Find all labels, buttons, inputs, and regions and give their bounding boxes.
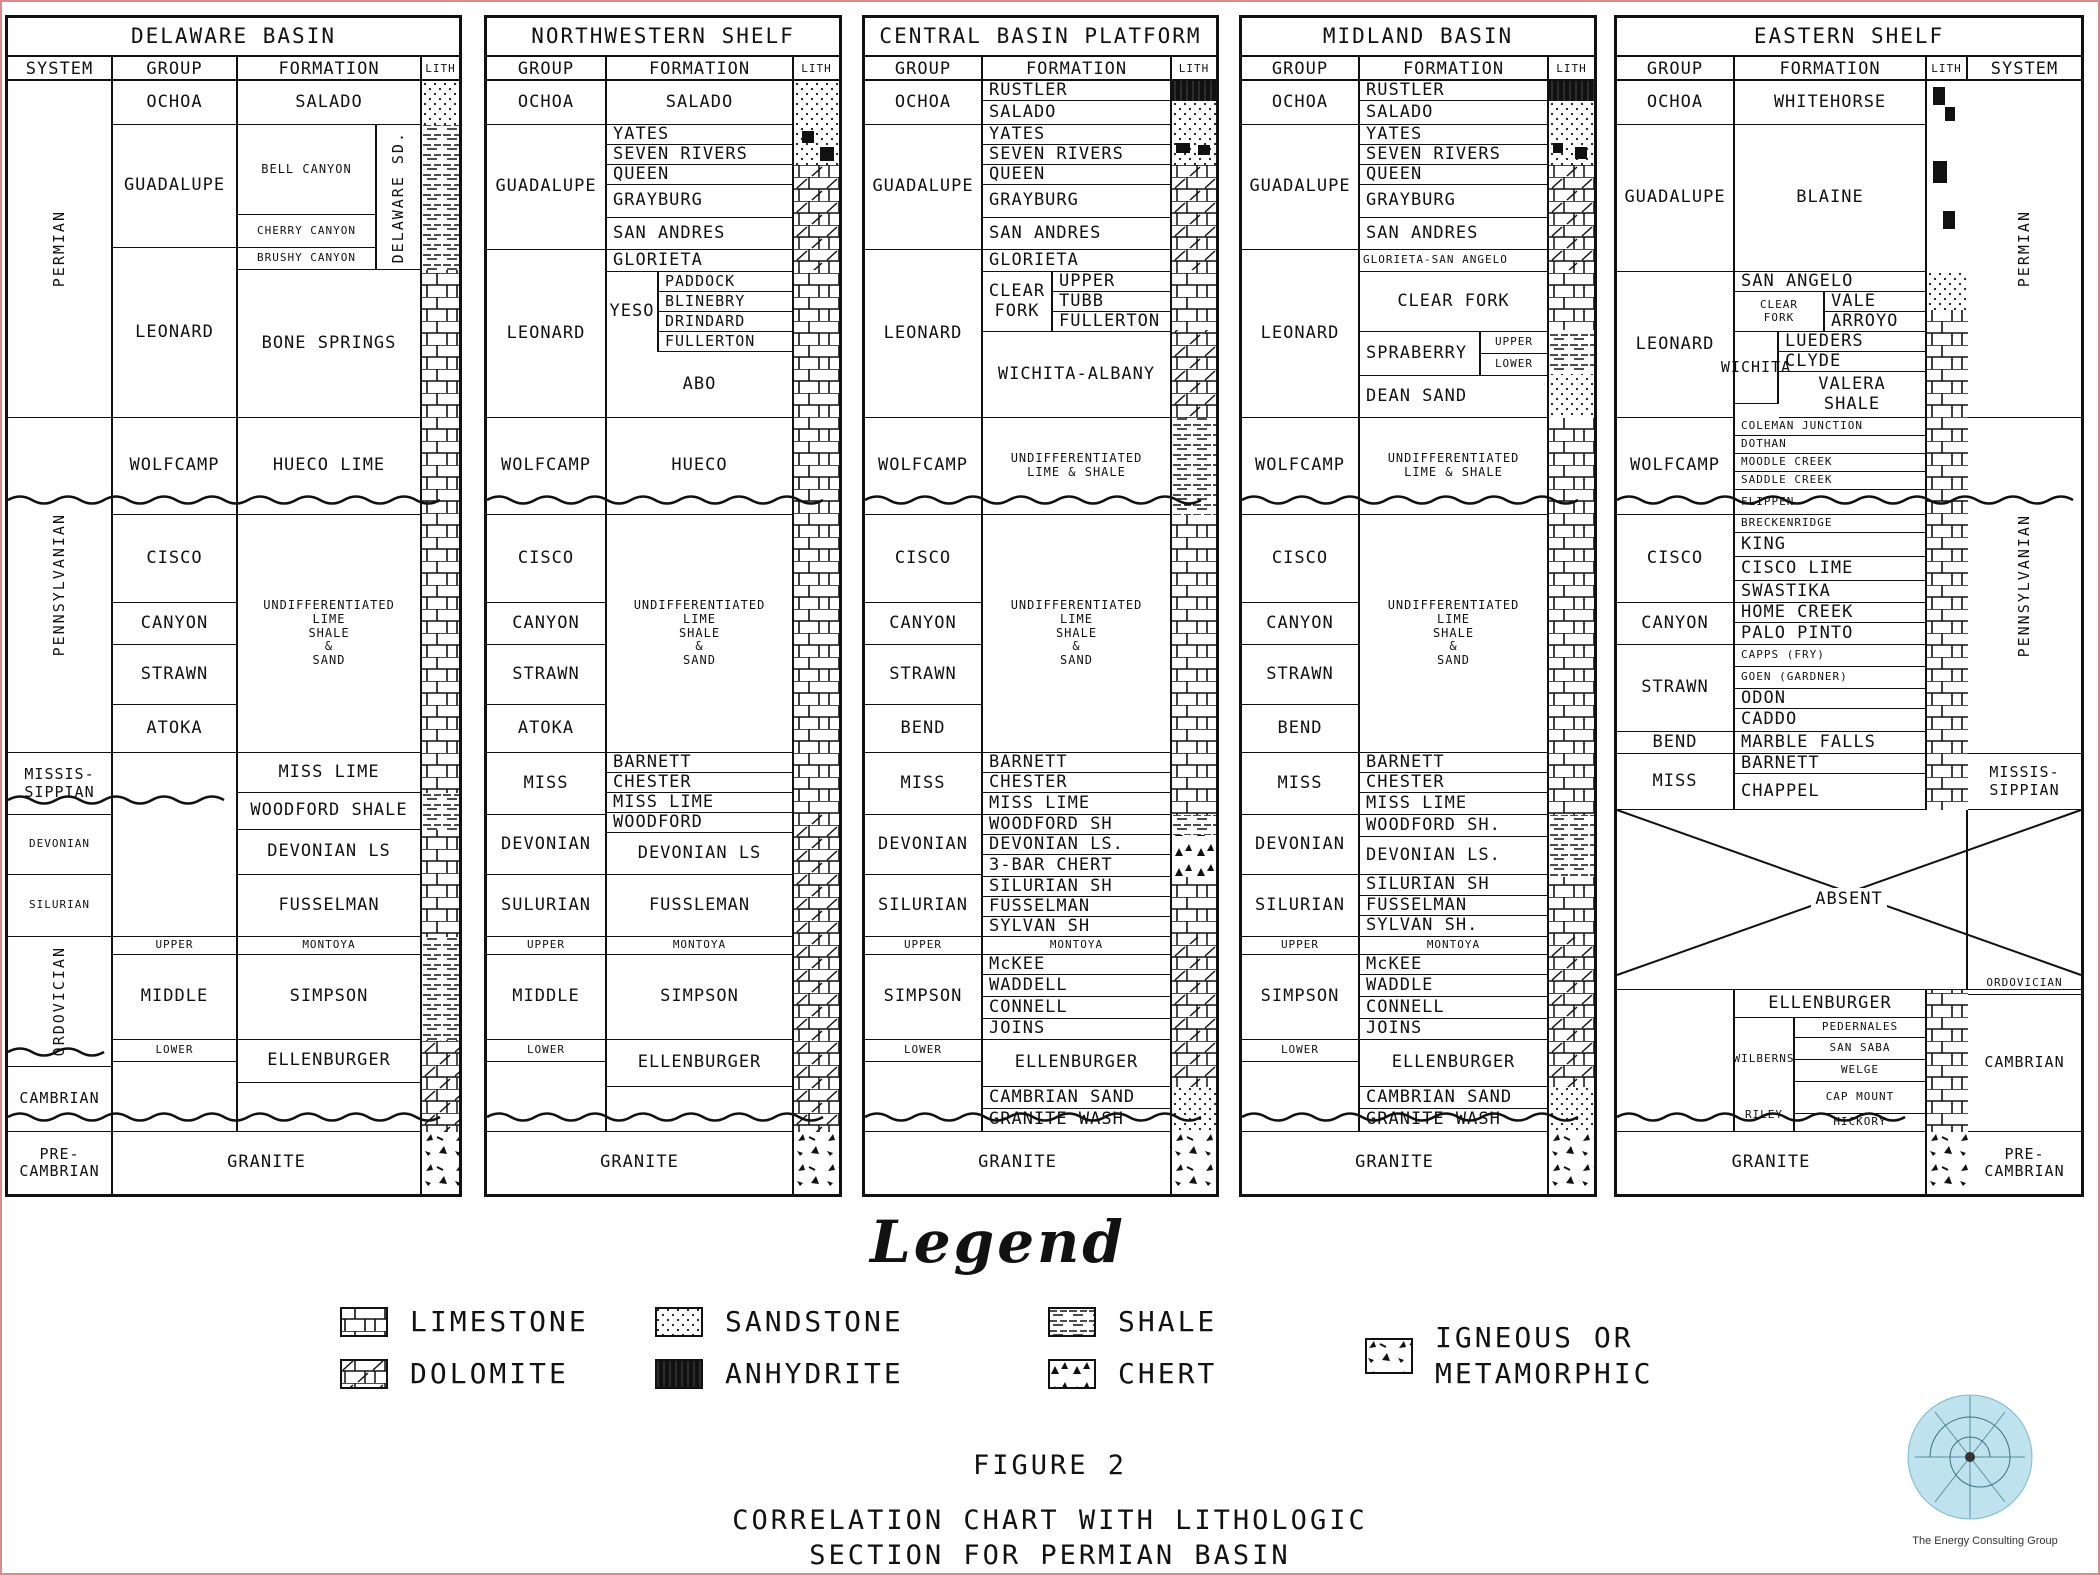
system-label: PERMIAN (2014, 210, 2033, 288)
formation-cell: DEVONIAN LS. (983, 835, 1172, 855)
system-precambrian: PRE- CAMBRIAN (1984, 1144, 2065, 1180)
group-cell: CANYON (1242, 603, 1360, 645)
group-cell: STRAWN (113, 645, 238, 705)
formation-cell: SALADO (1360, 101, 1549, 125)
legend-anhydrite (655, 1357, 904, 1390)
formation-cell: QUEEN (607, 165, 794, 185)
formation-cell: SALADO (238, 81, 422, 125)
legend-label: DOLOMITE (410, 1357, 569, 1390)
formation-cell: RUSTLER (1360, 81, 1549, 101)
formation-cell: DRINDARD (659, 312, 794, 332)
logo-text: The Energy Consulting Group (1912, 1535, 2058, 1547)
formation-cell: MISS LIME (983, 793, 1172, 815)
group-cell: CANYON (865, 603, 983, 645)
dolomite-swatch-icon (340, 1359, 388, 1389)
header-lith: LITH (422, 57, 459, 81)
group-cell: CANYON (113, 603, 238, 645)
group-cell: SIMPSON (1242, 955, 1360, 1040)
group-cell: MISS (487, 753, 607, 815)
formation-cell: DEVONIAN LS (238, 830, 422, 875)
header-system: SYSTEM (1968, 57, 2081, 81)
formation-cell: FLIPPEN (1735, 490, 1927, 515)
header-formation: FORMATION (1735, 57, 1927, 81)
formation-cell: WOODFORD (607, 813, 794, 833)
group-cell: SULURIAN (487, 875, 607, 937)
formation-cell: GRANITE (1617, 1132, 1927, 1194)
group-cell: MISS (1617, 754, 1735, 810)
group-cell: CANYON (1617, 603, 1735, 645)
legend-label: LIMESTONE (410, 1305, 589, 1338)
group-cell: ATOKA (113, 705, 238, 753)
legend-igneous (1365, 1320, 1653, 1393)
formation-cell: SPRABERRY (1360, 332, 1481, 376)
sandstone-swatch-icon (655, 1307, 703, 1337)
formation-cell: PEDERNALES (1795, 1018, 1927, 1038)
header-formation: FORMATION (238, 57, 422, 81)
formation-cell: ELLENBURGER (238, 1040, 422, 1083)
group-cell: LOWER (487, 1040, 607, 1062)
group-cell: CISCO (865, 515, 983, 603)
legend (0, 1200, 2100, 1575)
formation-cell: YATES (983, 125, 1172, 145)
energy-consulting-logo-icon (1905, 1382, 2035, 1532)
formation-cell: SYLVAN SH (983, 917, 1172, 937)
formation-cell: GRANITE WASH (983, 1109, 1172, 1132)
formation-cell: CHESTER (1360, 773, 1549, 793)
group-cell: GUADALUPE (1617, 125, 1735, 272)
formation-cell: UNDIFFERENTIATED LIME SHALE & SAND (238, 515, 422, 753)
legend-label: CHERT (1118, 1357, 1218, 1390)
group-cell: WICHITA (1735, 332, 1779, 404)
formation-cell: MISS LIME (238, 753, 422, 793)
formation-cell: FUSSELMAN (1360, 896, 1549, 916)
formation-cell: BARNETT (1735, 754, 1927, 774)
formation-cell: PALO PINTO (1735, 623, 1927, 645)
group-cell: WOLFCAMP (487, 418, 607, 515)
group-cell: CISCO (113, 515, 238, 603)
formation-cell: WOODFORD SH. (1360, 815, 1549, 837)
formation-cell: CAMBRIAN SAND (983, 1087, 1172, 1109)
formation-cell: WADDELL (983, 975, 1172, 997)
formation-cell: ELLENBURGER (607, 1040, 794, 1087)
group-cell: CISCO (487, 515, 607, 603)
formation-cell: SILURIAN SH (983, 877, 1172, 897)
system-mississippian: MISSIS- SIPPIAN (1968, 754, 2081, 810)
formation-label: DELAWARE SD. (388, 130, 407, 264)
group-cell: LOWER (865, 1040, 983, 1062)
formation-cell: QUEEN (1360, 165, 1549, 185)
figure-number: FIGURE 2 (972, 1450, 1128, 1481)
header-lith: LITH (1549, 57, 1594, 81)
group-cell: LEONARD (113, 248, 238, 418)
group-cell: GUADALUPE (487, 125, 607, 250)
formation-cell: SEVEN RIVERS (607, 145, 794, 165)
header-formation: FORMATION (1360, 57, 1549, 81)
header-group: GROUP (487, 57, 607, 81)
formation-cell: BARNETT (1360, 753, 1549, 773)
legend-chert (1048, 1357, 1217, 1390)
formation-cell: McKEE (1360, 955, 1549, 975)
group-cell: LOWER (113, 1040, 238, 1062)
formation-cell: ELLENBURGER (1735, 990, 1927, 1018)
legend-label: SHALE (1118, 1305, 1218, 1338)
formation-cell: KING (1735, 533, 1927, 557)
formation-cell: VALERA SHALE (1779, 372, 1927, 418)
legend-dolomite (340, 1357, 569, 1390)
formation-cell: GRAYBURG (1360, 185, 1549, 218)
formation-cell: WOODFORD SHALE (238, 793, 422, 830)
group-cell: WOLFCAMP (1242, 418, 1360, 515)
basin-title: EASTERN SHELF (1617, 18, 2081, 57)
group-cell: STRAWN (487, 645, 607, 705)
formation-cell: CAPPS (FRY) (1735, 645, 1927, 667)
chert-swatch-icon (1048, 1359, 1096, 1389)
formation-cell: SEVEN RIVERS (1360, 145, 1549, 165)
formation-cell: UPPER (1053, 272, 1172, 292)
system-label: PENNSYLVANIAN (49, 513, 68, 657)
formation-cell: VALE (1825, 292, 1927, 312)
formation-cell: YESO (607, 272, 659, 352)
group-cell: STRAWN (1242, 645, 1360, 705)
formation-cell: SILURIAN SH (1360, 875, 1549, 896)
formation-cell: ARROYO (1825, 312, 1927, 332)
formation-cell: FUSSELMAN (983, 897, 1172, 917)
formation-cell: UPPER (1481, 332, 1549, 354)
formation-cell: CHAPPEL (1735, 774, 1927, 810)
formation-cell: GRANITE (487, 1132, 794, 1194)
group-cell: DEVONIAN (487, 815, 607, 875)
formation-cell: McKEE (983, 955, 1172, 975)
group-cell: OCHOA (1617, 81, 1735, 125)
formation-cell: FUSSELMAN (238, 875, 422, 937)
group-cell: GUADALUPE (1242, 125, 1360, 250)
group-cell: MISS (865, 753, 983, 815)
formation-cell: LOWER (1481, 354, 1549, 376)
formation-cell: BRUSHY CANYON (238, 248, 377, 270)
group-cell: OCHOA (1242, 81, 1360, 125)
basin-title: NORTHWESTERN SHELF (487, 18, 839, 57)
group-cell: UPPER (487, 937, 607, 955)
group-cell: GUADALUPE (865, 125, 983, 250)
legend-shale (1048, 1305, 1217, 1338)
formation-cell: YATES (1360, 125, 1549, 145)
header-lith: LITH (1927, 57, 1968, 81)
group-cell: LEONARD (865, 250, 983, 418)
group-cell: DEVONIAN (1242, 815, 1360, 875)
formation-cell: HOME CREEK (1735, 603, 1927, 623)
legend-limestone (340, 1305, 589, 1338)
system-ordovician: ORDOVICIAN (1968, 973, 2081, 995)
formation-cell: BARNETT (983, 753, 1172, 773)
formation-cell: BARNETT (607, 753, 794, 773)
formation-cell: BELL CANYON (238, 125, 377, 215)
formation-cell: PADDOCK (659, 272, 794, 292)
group-cell: SILURIAN (1242, 875, 1360, 937)
legend-label: IGNEOUS OR METAMORPHIC (1435, 1321, 1654, 1391)
formation-cell: CLEAR FORK (1735, 292, 1825, 332)
formation-cell: SYLVAN SH. (1360, 916, 1549, 937)
group-cell: CISCO (1242, 515, 1360, 603)
group-cell: UPPER (113, 937, 238, 955)
formation-cell: SALADO (607, 81, 794, 125)
formation-cell: FULLERTON (1053, 312, 1172, 332)
formation-cell: BLAINE (1735, 125, 1927, 272)
header-group: GROUP (1242, 57, 1360, 81)
group-cell: CANYON (487, 603, 607, 645)
group-cell: ATOKA (487, 705, 607, 753)
formation-cell: SAN ANDRES (607, 218, 794, 250)
group-cell: LEONARD (1242, 250, 1360, 418)
formation-cell: CONNELL (1360, 997, 1549, 1019)
group-cell: LEONARD (1617, 272, 1735, 418)
limestone-swatch-icon (340, 1307, 388, 1337)
formation-cell: SADDLE CREEK (1735, 472, 1927, 490)
formation-cell: CHESTER (983, 773, 1172, 793)
basin-title: DELAWARE BASIN (8, 18, 459, 57)
header-lith: LITH (1172, 57, 1216, 81)
formation-cell: UNDIFFERENTIATED LIME SHALE & SAND (983, 515, 1172, 753)
igneous-swatch-icon (1365, 1338, 1413, 1374)
formation-cell: 3-BAR CHERT (983, 855, 1172, 877)
formation-cell: SIMPSON (238, 955, 422, 1040)
formation-cell: BLINEBRY (659, 292, 794, 312)
system-cambrian: CAMBRIAN (1968, 995, 2081, 1132)
formation-cell: BONE SPRINGS (238, 270, 422, 418)
group-cell: CISCO (1617, 515, 1735, 603)
formation-cell: HICKORY (1795, 1114, 1927, 1132)
system-precambrian: PRE- CAMBRIAN (8, 1132, 113, 1194)
basin-title: MIDLAND BASIN (1242, 18, 1594, 57)
formation-cell: DEAN SAND (1360, 376, 1549, 418)
formation-cell: GLORIETA (983, 250, 1172, 272)
formation-cell: SAN ANGELO (1735, 272, 1927, 292)
formation-cell: CISCO LIME (1735, 557, 1927, 581)
formation-cell: CONNELL (983, 997, 1172, 1019)
formation-cell: MISS LIME (1360, 793, 1549, 815)
formation-cell: BRECKENRIDGE (1735, 515, 1927, 533)
formation-cell: UNDIFFERENTIATED LIME & SHALE (1360, 418, 1549, 515)
group-cell: STRAWN (865, 645, 983, 705)
system-mississippian: MISSIS- SIPPIAN (8, 753, 113, 815)
formation-cell: SAN ANDRES (983, 218, 1172, 250)
formation-cell: SAN ANDRES (1360, 218, 1549, 250)
formation-cell: GOEN (GARDNER) (1735, 667, 1927, 689)
formation-cell: MONTOYA (1360, 937, 1549, 955)
formation-cell: RUSTLER (983, 81, 1172, 101)
legend-label: ANHYDRITE (725, 1357, 904, 1390)
group-cell: WOLFCAMP (1617, 418, 1735, 515)
group-cell: LOWER (1242, 1040, 1360, 1062)
formation-cell: YATES (607, 125, 794, 145)
formation-cell: COLEMAN JUNCTION (1735, 418, 1927, 436)
formation-cell: MONTOYA (607, 937, 794, 955)
group-cell: BEND (1617, 732, 1735, 754)
header-group: GROUP (1617, 57, 1735, 81)
formation-cell: TUBB (1053, 292, 1172, 312)
group-cell: WOLFCAMP (865, 418, 983, 515)
formation-cell: GRAYBURG (607, 185, 794, 218)
formation-cell: MOODLE CREEK (1735, 454, 1927, 472)
group-cell: MIDDLE (487, 955, 607, 1040)
header-lith: LITH (794, 57, 839, 81)
formation-cell: CLEAR FORK (1360, 272, 1549, 332)
formation-cell: SAN SABA (1795, 1038, 1927, 1060)
legend-sandstone (655, 1305, 904, 1338)
anhydrite-swatch-icon (655, 1359, 703, 1389)
formation-cell: MONTOYA (983, 937, 1172, 955)
formation-cell: DOTHAN (1735, 436, 1927, 454)
absent-label: ABSENT (1811, 888, 1886, 912)
formation-cell: SALADO (983, 101, 1172, 125)
formation-cell: CLEAR FORK (983, 272, 1053, 332)
formation-cell: CAP MOUNT (1795, 1082, 1927, 1114)
formation-cell: UNDIFFERENTIATED LIME SHALE & SAND (607, 515, 794, 753)
caption-line-1: CORRELATION CHART WITH LITHOLOGIC (732, 1505, 1368, 1536)
system-cambrian: CAMBRIAN (8, 1067, 113, 1132)
formation-cell: ELLENBURGER (983, 1040, 1172, 1087)
formation-cell: SEVEN RIVERS (983, 145, 1172, 165)
formation-cell: GLORIETA (607, 250, 794, 272)
formation-cell: CHESTER (607, 773, 794, 793)
formation-cell: GRANITE (865, 1132, 1172, 1194)
group-cell: BEND (865, 705, 983, 753)
header-formation: FORMATION (983, 57, 1172, 81)
formation-cell: MISS LIME (607, 793, 794, 813)
formation-cell: JOINS (1360, 1019, 1549, 1040)
formation-cell: CADDO (1735, 709, 1927, 732)
group-cell: WOLFCAMP (113, 418, 238, 515)
formation-cell: CLYDE (1779, 352, 1927, 372)
formation-cell: MONTOYA (238, 937, 422, 955)
formation-cell: WELGE (1795, 1060, 1927, 1082)
group-cell: UPPER (1242, 937, 1360, 955)
formation-cell: CAMBRIAN SAND (1360, 1087, 1549, 1109)
group-cell: GUADALUPE (113, 125, 238, 248)
group-cell: UPPER (865, 937, 983, 955)
group-cell: BEND (1242, 705, 1360, 753)
formation-cell: WADDLE (1360, 975, 1549, 997)
system-label: PERMIAN (49, 210, 68, 288)
group-cell: MIDDLE (113, 955, 238, 1040)
formation-cell: WICHITA-ALBANY (983, 332, 1172, 418)
formation-cell: MARBLE FALLS (1735, 732, 1927, 754)
group-cell: OCHOA (487, 81, 607, 125)
group-cell: SIMPSON (865, 955, 983, 1040)
header-group: GROUP (113, 57, 238, 81)
formation-cell: GRAYBURG (983, 185, 1172, 218)
system-devonian: DEVONIAN (8, 815, 113, 875)
formation-cell: GRANITE (113, 1132, 422, 1194)
legend-title: Legend (870, 1208, 1126, 1276)
group-cell: DEVONIAN (865, 815, 983, 875)
formation-cell: WHITEHORSE (1735, 81, 1927, 125)
formation-cell: LUEDERS (1779, 332, 1927, 352)
group-cell: RILEY (1735, 1100, 1795, 1132)
formation-cell: FUSSLEMAN (607, 875, 794, 937)
header-system: SYSTEM (8, 57, 113, 81)
group-cell: MISS (1242, 753, 1360, 815)
group-cell: STRAWN (1617, 645, 1735, 732)
formation-cell: FULLERTON (659, 332, 794, 352)
formation-cell: UNDIFFERENTIATED LIME SHALE & SAND (1360, 515, 1549, 753)
group-cell: WILBERNS (1735, 1018, 1795, 1100)
basin-title: CENTRAL BASIN PLATFORM (865, 18, 1216, 57)
formation-cell: JOINS (983, 1019, 1172, 1040)
group-cell: SILURIAN (865, 875, 983, 937)
system-silurian: SILURIAN (8, 875, 113, 937)
formation-cell: GRANITE (1242, 1132, 1549, 1194)
system-label: PENNSYLVANIAN (2014, 513, 2033, 658)
legend-label: SANDSTONE (725, 1305, 904, 1338)
formation-cell: DEVONIAN LS (607, 833, 794, 875)
caption-line-2: SECTION FOR PERMIAN BASIN (809, 1540, 1291, 1571)
formation-cell: SWASTIKA (1735, 581, 1927, 603)
formation-cell: DEVONIAN LS. (1360, 837, 1549, 875)
formation-cell: GRANITE WASH (1360, 1109, 1549, 1132)
group-cell: OCHOA (113, 81, 238, 125)
formation-cell: ELLENBURGER (1360, 1040, 1549, 1087)
formation-cell: GLORIETA-SAN ANGELO (1360, 250, 1549, 272)
group-cell: OCHOA (865, 81, 983, 125)
formation-cell: ODON (1735, 689, 1927, 709)
header-group: GROUP (865, 57, 983, 81)
shale-swatch-icon (1048, 1307, 1096, 1337)
formation-cell: CHERRY CANYON (238, 215, 377, 248)
header-formation: FORMATION (607, 57, 794, 81)
formation-cell: QUEEN (983, 165, 1172, 185)
formation-cell: ABO (607, 352, 794, 418)
system-label: ORDOVICIAN (49, 946, 68, 1057)
formation-cell: WOODFORD SH (983, 815, 1172, 835)
formation-cell: HUECO (607, 418, 794, 515)
group-cell: LEONARD (487, 250, 607, 418)
formation-cell: HUECO LIME (238, 418, 422, 515)
formation-cell: UNDIFFERENTIATED LIME & SHALE (983, 418, 1172, 515)
formation-cell: SIMPSON (607, 955, 794, 1040)
